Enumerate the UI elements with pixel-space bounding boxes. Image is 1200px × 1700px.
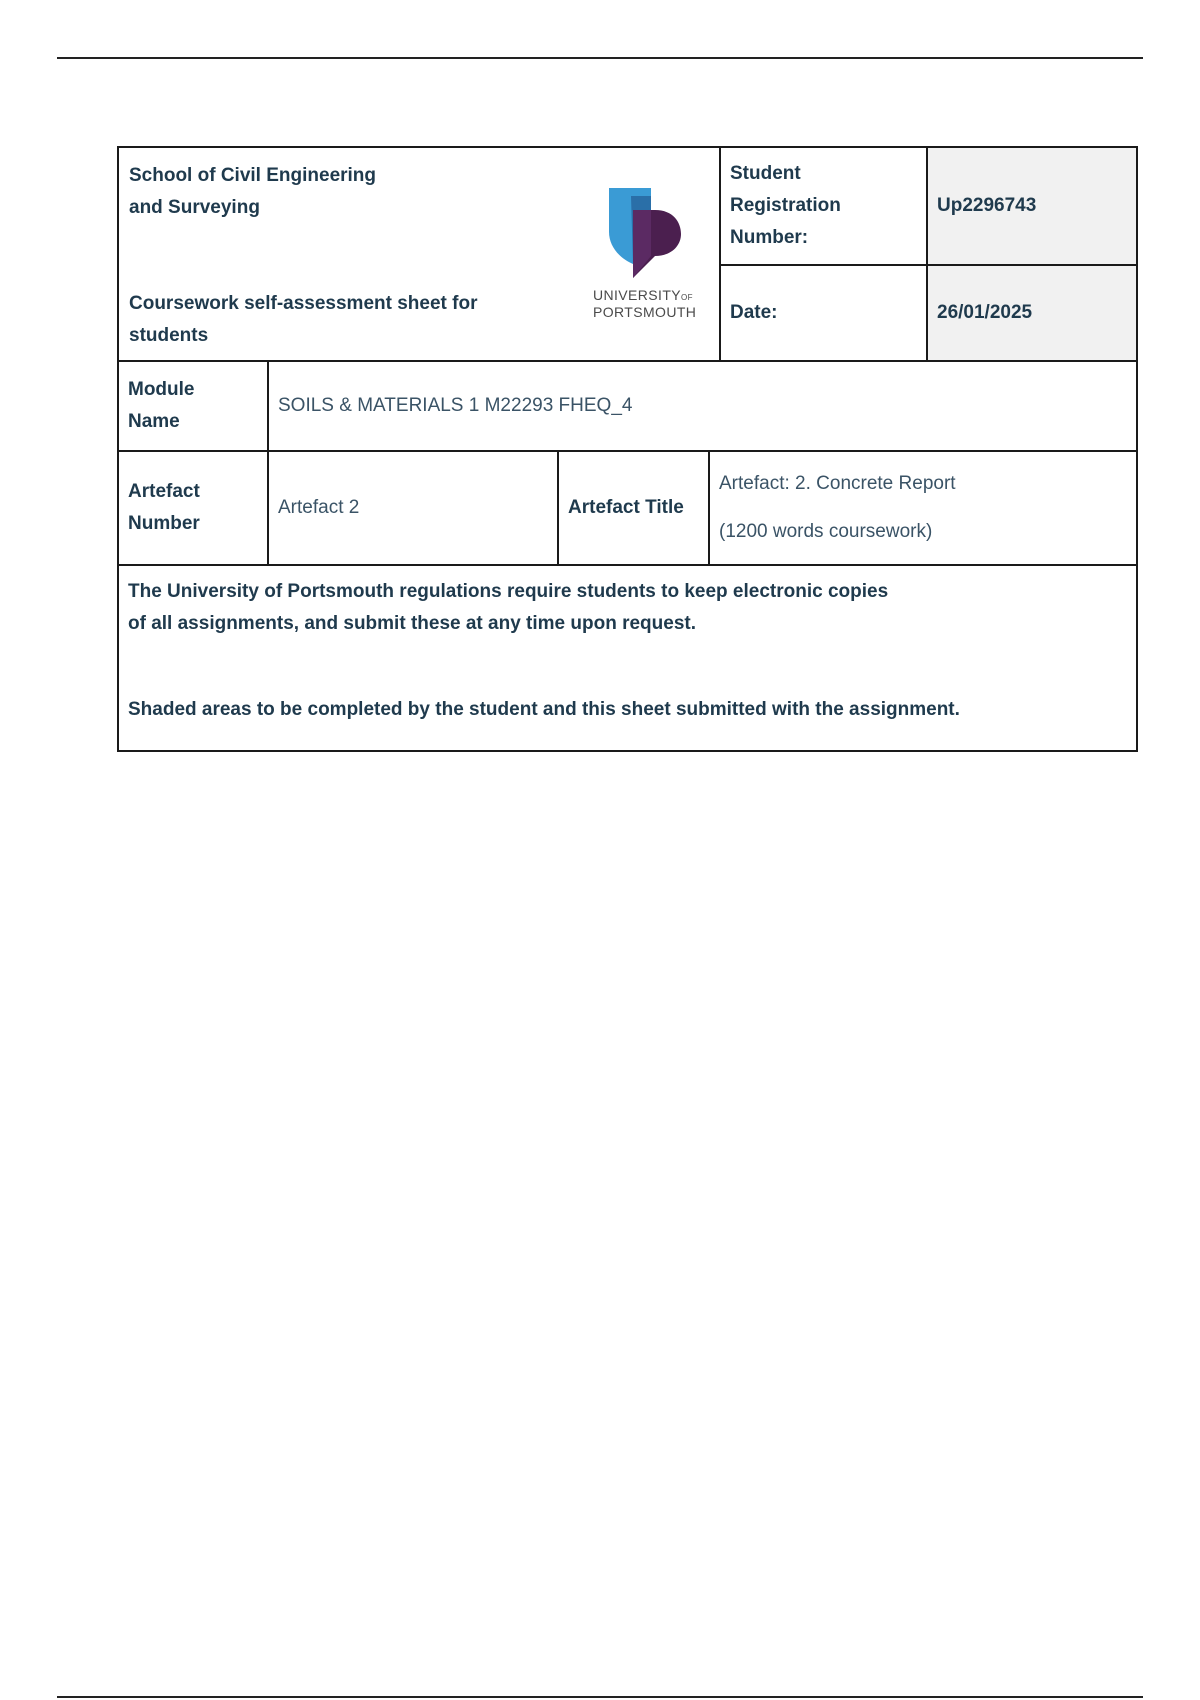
date-value[interactable]: 26/01/2025 xyxy=(927,265,1137,361)
date-label: Date: xyxy=(720,265,927,361)
logo-wordmark: UNIVERSITYOF PORTSMOUTH xyxy=(593,287,697,320)
module-name-value: SOILS & MATERIALS 1 M22293 FHEQ_4 xyxy=(268,361,1137,451)
artefact-title-value: Artefact: 2. Concrete Report (1200 words coursework) xyxy=(709,451,1137,565)
shaded-areas-notice: Shaded areas to be completed by the student and this sheet submitted with the assignment. xyxy=(128,699,960,720)
artefact-number-label: Artefact Number xyxy=(118,451,268,565)
sheet-subtitle: Coursework self-assessment sheet for students xyxy=(129,293,478,346)
artefact-row xyxy=(118,451,1137,565)
artefact-title-label: Artefact Title xyxy=(558,451,709,565)
university-logo xyxy=(593,186,711,319)
school-name: School of Civil Engineering and Surveying xyxy=(129,165,377,218)
notice-row xyxy=(118,565,1137,751)
header-row xyxy=(118,147,1137,265)
module-name-label: Module Name xyxy=(118,361,268,451)
retention-notice: The University of Portsmouth regulations require students to keep electronic copies of all assignments, and submit these at any time upon request. xyxy=(128,581,889,634)
page-bottom-rule xyxy=(57,1696,1143,1698)
notice-cell xyxy=(118,565,1137,751)
self-assessment-sheet xyxy=(117,146,1136,752)
reg-number-value[interactable]: Up2296743 xyxy=(927,147,1137,265)
module-row xyxy=(118,361,1137,451)
artefact-number-value: Artefact 2 xyxy=(268,451,558,565)
header-cell xyxy=(118,147,720,361)
reg-number-label: Student Registration Number: xyxy=(720,147,927,265)
page-top-rule xyxy=(57,57,1143,59)
university-shield-icon xyxy=(607,186,681,282)
assessment-form-table xyxy=(117,146,1138,752)
